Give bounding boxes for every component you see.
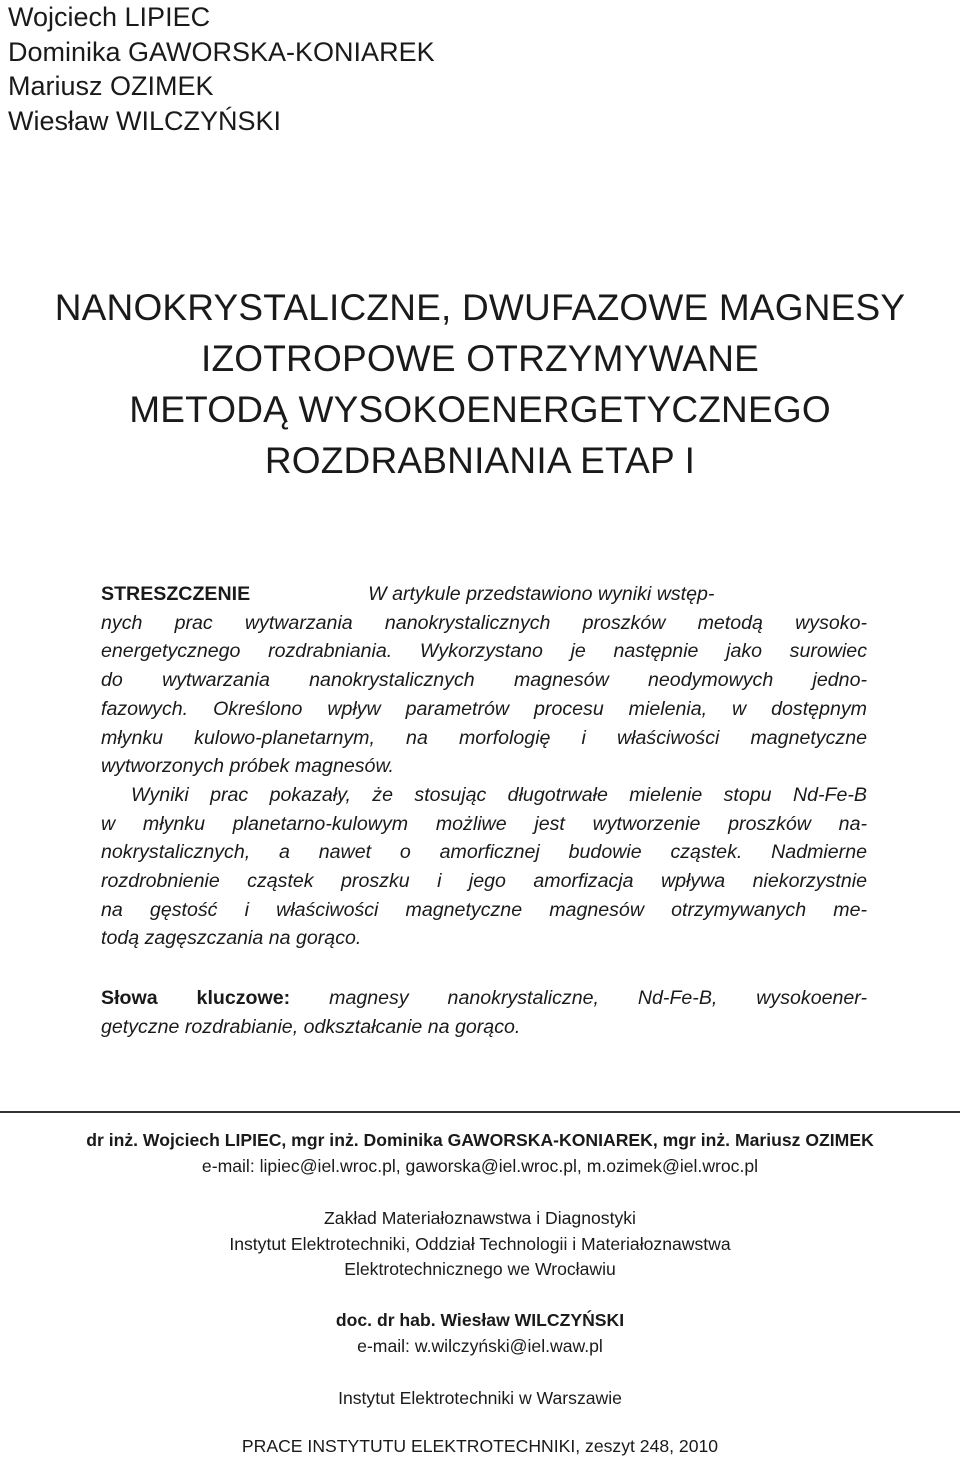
abstract <box>101 580 867 953</box>
footer-email2: e-mail: w.wilczyński@iel.waw.pl <box>357 1335 603 1356</box>
abstract-line: Wyniki prac pokazały, że stosując długotrwałe mielenie stopu Nd-Fe-B <box>131 783 867 806</box>
footer-authors <box>0 1128 960 1179</box>
publication-line: PRACE INSTYTUTU ELEKTROTECHNIKI, zeszyt 248, 2010 <box>241 1436 719 1456</box>
abstract-line: na gęstość i właściwości magnetyczne magnesów otrzymywanych me- <box>101 898 867 921</box>
institute-line: Instytut Elektrotechniki w Warszawie <box>338 1388 622 1408</box>
affiliation-line: Elektrotechnicznego we Wrocławiu <box>344 1259 616 1279</box>
footer-author2-name: doc. dr hab. Wiesław WILCZYŃSKI <box>335 1310 625 1330</box>
abstract-line: do wytwarzania nanokrystalicznych magnesów neodymowych jedno- <box>101 669 867 692</box>
title-line: METODĄ WYSOKOENERGETYCZNEGO <box>129 389 831 430</box>
abstract-line: energetycznego rozdrabniania. Wykorzystano je następnie jako surowiec <box>101 640 867 663</box>
abstract-line: wytworzonych próbek magnesów. <box>101 755 394 778</box>
affiliation-line: Zakład Materiałoznawstwa i Diagnostyki <box>324 1208 636 1228</box>
abstract-line: w młynku planetarno-kulowym możliwe jest wytworzenie proszków na- <box>101 812 867 835</box>
abstract-line: młynku kulowo-planetarnym, na morfologię i właściwości magnetyczne <box>101 726 867 749</box>
author-name: Mariusz OZIMEK <box>8 71 214 101</box>
abstract-first-line <box>101 580 867 609</box>
author-name: Wojciech LIPIEC <box>8 2 211 32</box>
keywords-line <box>101 984 867 1013</box>
abstract-line: todą zagęszczania na gorąco. <box>101 927 362 950</box>
keywords-text: magnesy nanokrystaliczne, Nd-Fe-B, wysokoener- <box>329 987 867 1009</box>
abstract-line: nych prac wytwarzania nanokrystalicznych proszków metodą wysoko- <box>101 611 867 634</box>
affiliation-line: Instytut Elektrotechniki, Oddział Technologii i Materiałoznawstwa <box>229 1233 731 1254</box>
footer-author2 <box>0 1308 960 1359</box>
abstract-line: fazowych. Określono wpływ parametrów procesu mielenia, w dostępnym <box>101 697 867 720</box>
author-list <box>8 0 435 138</box>
title-line: NANOKRYSTALICZNE, DWUFAZOWE MAGNESY <box>54 287 906 328</box>
author-name: Wiesław WILCZYŃSKI <box>8 105 282 136</box>
title-line: ROZDRABNIANIA ETAP I <box>264 440 696 481</box>
keywords <box>101 984 867 1041</box>
abstract-heading: STRESZCZENIE <box>101 583 251 605</box>
title-line: IZOTROPOWE OTRZYMYWANE <box>200 338 759 379</box>
publication-info <box>0 1434 960 1460</box>
footer-institute2 <box>0 1386 960 1412</box>
abstract-line: nokrystalicznych, a nawet o amorficznej budowie cząstek. Nadmierne <box>101 841 867 864</box>
abstract-line: rozdrobnienie cząstek proszku i jego amorfizacja wpływa niekorzystnie <box>101 870 867 893</box>
footer-email-line: e-mail: lipiec@iel.wroc.pl, gaworska@iel.wroc.pl, m.ozimek@iel.wroc.pl <box>201 1155 759 1176</box>
keywords-line: getyczne rozdrabianie, odkształcanie na gorąco. <box>101 1015 521 1038</box>
paper-title <box>0 282 960 486</box>
abstract-line: W artykule przedstawiono wyniki wstęp- <box>368 583 715 605</box>
keywords-label: Słowa kluczowe: <box>101 987 291 1009</box>
divider <box>0 1111 960 1113</box>
footer-affiliation <box>0 1206 960 1283</box>
footer-author-line: dr inż. Wojciech LIPIEC, mgr inż. Dominika GAWORSKA-KONIAREK, mgr inż. Mariusz OZIMEK <box>86 1130 874 1150</box>
author-name: Dominika GAWORSKA-KONIAREK <box>8 36 435 67</box>
